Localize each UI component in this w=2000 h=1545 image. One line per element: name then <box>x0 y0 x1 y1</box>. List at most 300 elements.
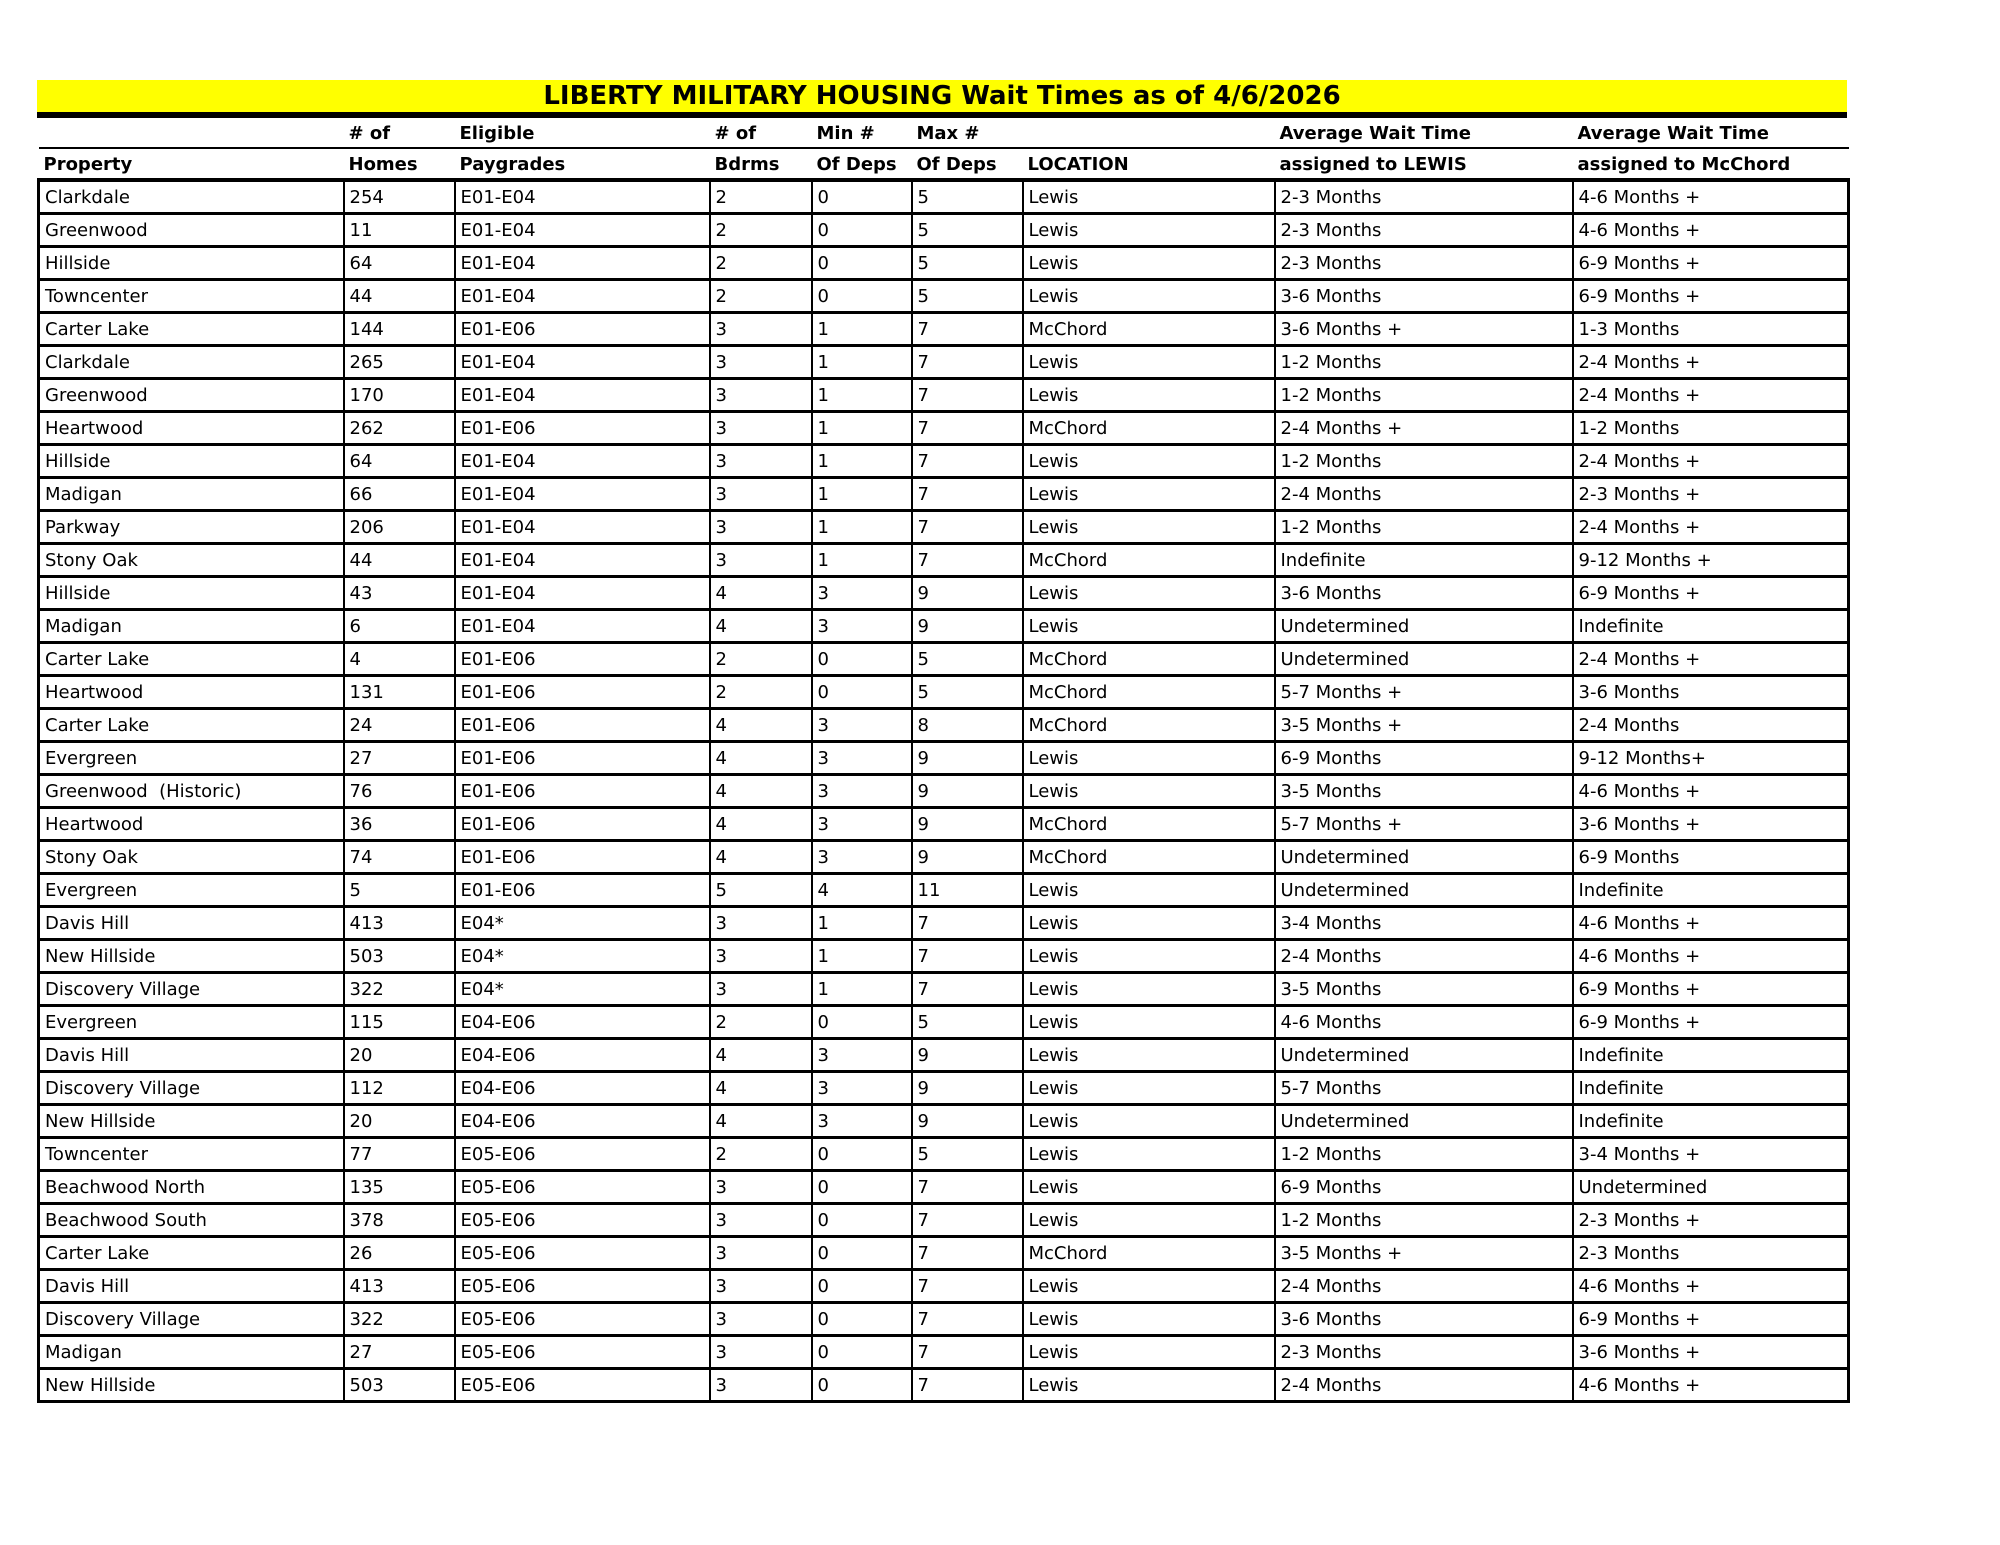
cell-wait-lewis: 1-2 Months <box>1275 346 1573 379</box>
cell-homes: 378 <box>344 1204 455 1237</box>
cell-min-deps: 3 <box>812 610 912 643</box>
cell-paygrades: E01-E04 <box>455 379 710 412</box>
cell-location: Lewis <box>1023 511 1275 544</box>
table-row <box>39 280 1849 313</box>
cell-location: Lewis <box>1023 1072 1275 1105</box>
cell-homes: 170 <box>344 379 455 412</box>
cell-wait-lewis: Undetermined <box>1275 874 1573 907</box>
table-row <box>39 313 1849 346</box>
header-property-top <box>39 118 344 148</box>
cell-max-deps: 5 <box>912 214 1023 247</box>
cell-bdrms: 2 <box>710 214 812 247</box>
cell-min-deps: 4 <box>812 874 912 907</box>
cell-min-deps: 0 <box>812 214 912 247</box>
cell-max-deps: 7 <box>912 1369 1023 1402</box>
cell-wait-mcchord: 4-6 Months + <box>1573 907 1849 940</box>
cell-paygrades: E05-E06 <box>455 1336 710 1369</box>
cell-wait-mcchord: 2-4 Months <box>1573 709 1849 742</box>
cell-wait-mcchord: 6-9 Months + <box>1573 247 1849 280</box>
cell-property: Heartwood <box>39 808 344 841</box>
cell-max-deps: 7 <box>912 346 1023 379</box>
table-row <box>39 676 1849 709</box>
cell-bdrms: 4 <box>710 808 812 841</box>
table-row <box>39 1237 1849 1270</box>
cell-max-deps: 7 <box>912 973 1023 1006</box>
table-row <box>39 379 1849 412</box>
cell-bdrms: 3 <box>710 1369 812 1402</box>
cell-location: Lewis <box>1023 1039 1275 1072</box>
header-max-deps: Of Deps <box>912 148 1023 180</box>
cell-location: McChord <box>1023 1237 1275 1270</box>
cell-wait-mcchord: 9-12 Months + <box>1573 544 1849 577</box>
table-row <box>39 1204 1849 1237</box>
cell-wait-mcchord: Indefinite <box>1573 1039 1849 1072</box>
cell-paygrades: E01-E04 <box>455 180 710 214</box>
cell-homes: 20 <box>344 1039 455 1072</box>
table-row <box>39 1138 1849 1171</box>
cell-paygrades: E05-E06 <box>455 1303 710 1336</box>
cell-paygrades: E01-E06 <box>455 874 710 907</box>
cell-min-deps: 1 <box>812 445 912 478</box>
cell-bdrms: 4 <box>710 577 812 610</box>
cell-property: Carter Lake <box>39 709 344 742</box>
cell-homes: 503 <box>344 1369 455 1402</box>
cell-min-deps: 0 <box>812 1336 912 1369</box>
cell-max-deps: 7 <box>912 1237 1023 1270</box>
cell-min-deps: 1 <box>812 346 912 379</box>
cell-max-deps: 7 <box>912 1336 1023 1369</box>
cell-wait-mcchord: 2-3 Months <box>1573 1237 1849 1270</box>
cell-wait-lewis: 2-3 Months <box>1275 1336 1573 1369</box>
cell-homes: 44 <box>344 280 455 313</box>
cell-homes: 36 <box>344 808 455 841</box>
table-row <box>39 709 1849 742</box>
cell-location: McChord <box>1023 841 1275 874</box>
cell-location: Lewis <box>1023 1006 1275 1039</box>
cell-wait-lewis: 3-4 Months <box>1275 907 1573 940</box>
cell-homes: 131 <box>344 676 455 709</box>
cell-max-deps: 5 <box>912 247 1023 280</box>
cell-property: Carter Lake <box>39 643 344 676</box>
table-row <box>39 907 1849 940</box>
cell-homes: 503 <box>344 940 455 973</box>
cell-location: McChord <box>1023 643 1275 676</box>
cell-paygrades: E04-E06 <box>455 1039 710 1072</box>
cell-wait-lewis: 3-5 Months <box>1275 775 1573 808</box>
cell-wait-mcchord: 3-6 Months + <box>1573 808 1849 841</box>
cell-bdrms: 4 <box>710 742 812 775</box>
cell-paygrades: E05-E06 <box>455 1369 710 1402</box>
cell-max-deps: 9 <box>912 577 1023 610</box>
cell-homes: 74 <box>344 841 455 874</box>
cell-max-deps: 5 <box>912 180 1023 214</box>
cell-homes: 20 <box>344 1105 455 1138</box>
cell-min-deps: 0 <box>812 180 912 214</box>
cell-paygrades: E04* <box>455 973 710 1006</box>
cell-paygrades: E01-E04 <box>455 511 710 544</box>
cell-max-deps: 5 <box>912 676 1023 709</box>
cell-paygrades: E05-E06 <box>455 1204 710 1237</box>
cell-location: McChord <box>1023 709 1275 742</box>
header-bdrms: Bdrms <box>710 148 812 180</box>
cell-max-deps: 7 <box>912 1303 1023 1336</box>
cell-paygrades: E01-E06 <box>455 412 710 445</box>
cell-bdrms: 3 <box>710 940 812 973</box>
cell-min-deps: 0 <box>812 247 912 280</box>
cell-property: Madigan <box>39 478 344 511</box>
cell-location: Lewis <box>1023 775 1275 808</box>
cell-location: Lewis <box>1023 346 1275 379</box>
cell-location: Lewis <box>1023 1204 1275 1237</box>
cell-min-deps: 3 <box>812 742 912 775</box>
cell-max-deps: 7 <box>912 478 1023 511</box>
cell-homes: 115 <box>344 1006 455 1039</box>
cell-property: Parkway <box>39 511 344 544</box>
table-row <box>39 511 1849 544</box>
cell-location: McChord <box>1023 676 1275 709</box>
cell-min-deps: 3 <box>812 709 912 742</box>
cell-wait-lewis: 3-5 Months + <box>1275 1237 1573 1270</box>
cell-wait-mcchord: 4-6 Months + <box>1573 1369 1849 1402</box>
document-title: LIBERTY MILITARY HOUSING Wait Times as of 4/6/2026 <box>543 81 1341 111</box>
table-row <box>39 1105 1849 1138</box>
cell-wait-lewis: 2-4 Months <box>1275 478 1573 511</box>
cell-property: Madigan <box>39 1336 344 1369</box>
cell-homes: 43 <box>344 577 455 610</box>
cell-wait-mcchord: 4-6 Months + <box>1573 180 1849 214</box>
cell-location: Lewis <box>1023 1369 1275 1402</box>
cell-wait-lewis: 6-9 Months <box>1275 1171 1573 1204</box>
cell-max-deps: 7 <box>912 544 1023 577</box>
cell-min-deps: 1 <box>812 940 912 973</box>
cell-bdrms: 3 <box>710 1336 812 1369</box>
cell-property: Davis Hill <box>39 1039 344 1072</box>
cell-location: Lewis <box>1023 907 1275 940</box>
cell-bdrms: 3 <box>710 1303 812 1336</box>
table-row <box>39 742 1849 775</box>
cell-min-deps: 0 <box>812 643 912 676</box>
document-sheet <box>37 80 1847 1403</box>
cell-min-deps: 1 <box>812 511 912 544</box>
cell-paygrades: E05-E06 <box>455 1138 710 1171</box>
cell-wait-mcchord: 6-9 Months <box>1573 841 1849 874</box>
header-max-deps-top: Max # <box>912 118 1023 148</box>
table-row <box>39 1006 1849 1039</box>
cell-min-deps: 0 <box>812 1204 912 1237</box>
cell-property: Hillside <box>39 445 344 478</box>
cell-property: Discovery Village <box>39 973 344 1006</box>
cell-paygrades: E01-E06 <box>455 841 710 874</box>
cell-homes: 64 <box>344 445 455 478</box>
cell-wait-lewis: 3-6 Months <box>1275 577 1573 610</box>
cell-location: McChord <box>1023 544 1275 577</box>
cell-bdrms: 2 <box>710 247 812 280</box>
cell-location: Lewis <box>1023 1336 1275 1369</box>
cell-property: Discovery Village <box>39 1072 344 1105</box>
table-row <box>39 940 1849 973</box>
cell-wait-mcchord: 6-9 Months + <box>1573 1006 1849 1039</box>
cell-wait-mcchord: 2-4 Months + <box>1573 643 1849 676</box>
cell-wait-mcchord: 2-4 Months + <box>1573 346 1849 379</box>
table-row <box>39 412 1849 445</box>
cell-property: New Hillside <box>39 1105 344 1138</box>
cell-wait-lewis: Indefinite <box>1275 544 1573 577</box>
header-location-top <box>1023 118 1275 148</box>
cell-homes: 413 <box>344 1270 455 1303</box>
cell-location: Lewis <box>1023 1303 1275 1336</box>
table-row <box>39 1072 1849 1105</box>
cell-bdrms: 3 <box>710 907 812 940</box>
cell-bdrms: 4 <box>710 841 812 874</box>
cell-location: Lewis <box>1023 214 1275 247</box>
cell-max-deps: 7 <box>912 1204 1023 1237</box>
cell-homes: 11 <box>344 214 455 247</box>
cell-min-deps: 1 <box>812 973 912 1006</box>
cell-wait-mcchord: Undetermined <box>1573 1171 1849 1204</box>
cell-max-deps: 7 <box>912 511 1023 544</box>
cell-wait-lewis: 2-3 Months <box>1275 247 1573 280</box>
cell-wait-mcchord: 3-4 Months + <box>1573 1138 1849 1171</box>
cell-paygrades: E01-E04 <box>455 544 710 577</box>
cell-max-deps: 5 <box>912 280 1023 313</box>
cell-wait-lewis: 2-4 Months <box>1275 940 1573 973</box>
header-row-bottom <box>39 148 1849 180</box>
cell-max-deps: 5 <box>912 643 1023 676</box>
cell-homes: 77 <box>344 1138 455 1171</box>
cell-wait-mcchord: 6-9 Months + <box>1573 577 1849 610</box>
table-row <box>39 874 1849 907</box>
cell-paygrades: E05-E06 <box>455 1270 710 1303</box>
cell-wait-mcchord: 4-6 Months + <box>1573 214 1849 247</box>
cell-wait-mcchord: 1-2 Months <box>1573 412 1849 445</box>
header-homes: Homes <box>344 148 455 180</box>
cell-paygrades: E01-E04 <box>455 247 710 280</box>
cell-property: Discovery Village <box>39 1303 344 1336</box>
cell-wait-lewis: 1-2 Months <box>1275 1204 1573 1237</box>
table-row <box>39 841 1849 874</box>
cell-location: Lewis <box>1023 742 1275 775</box>
cell-max-deps: 5 <box>912 1006 1023 1039</box>
cell-bdrms: 3 <box>710 478 812 511</box>
table-row <box>39 577 1849 610</box>
cell-bdrms: 3 <box>710 1270 812 1303</box>
cell-min-deps: 3 <box>812 808 912 841</box>
cell-location: Lewis <box>1023 478 1275 511</box>
cell-location: Lewis <box>1023 973 1275 1006</box>
header-wait-mcchord: assigned to McChord <box>1573 148 1849 180</box>
cell-wait-lewis: 2-4 Months + <box>1275 412 1573 445</box>
cell-min-deps: 0 <box>812 1237 912 1270</box>
cell-wait-lewis: 1-2 Months <box>1275 379 1573 412</box>
cell-max-deps: 9 <box>912 1039 1023 1072</box>
table-row <box>39 1303 1849 1336</box>
cell-paygrades: E01-E04 <box>455 478 710 511</box>
cell-wait-mcchord: 9-12 Months+ <box>1573 742 1849 775</box>
cell-location: Lewis <box>1023 379 1275 412</box>
header-min-deps-top: Min # <box>812 118 912 148</box>
cell-homes: 27 <box>344 1336 455 1369</box>
cell-paygrades: E01-E04 <box>455 610 710 643</box>
cell-bdrms: 3 <box>710 379 812 412</box>
header-min-deps: Of Deps <box>812 148 912 180</box>
cell-max-deps: 7 <box>912 379 1023 412</box>
cell-property: Clarkdale <box>39 346 344 379</box>
cell-max-deps: 9 <box>912 742 1023 775</box>
cell-property: Hillside <box>39 247 344 280</box>
cell-homes: 6 <box>344 610 455 643</box>
cell-wait-mcchord: Indefinite <box>1573 1105 1849 1138</box>
cell-max-deps: 9 <box>912 808 1023 841</box>
cell-bdrms: 3 <box>710 544 812 577</box>
cell-wait-lewis: Undetermined <box>1275 841 1573 874</box>
cell-wait-lewis: 3-6 Months <box>1275 1303 1573 1336</box>
cell-min-deps: 3 <box>812 577 912 610</box>
cell-location: Lewis <box>1023 1105 1275 1138</box>
cell-wait-mcchord: 4-6 Months + <box>1573 775 1849 808</box>
cell-bdrms: 3 <box>710 1171 812 1204</box>
cell-wait-mcchord: 2-4 Months + <box>1573 511 1849 544</box>
cell-property: New Hillside <box>39 1369 344 1402</box>
cell-property: Stony Oak <box>39 841 344 874</box>
cell-property: Hillside <box>39 577 344 610</box>
cell-wait-lewis: 6-9 Months <box>1275 742 1573 775</box>
cell-property: Evergreen <box>39 1006 344 1039</box>
cell-max-deps: 9 <box>912 610 1023 643</box>
cell-max-deps: 7 <box>912 412 1023 445</box>
cell-wait-mcchord: 4-6 Months + <box>1573 1270 1849 1303</box>
cell-max-deps: 11 <box>912 874 1023 907</box>
cell-bdrms: 5 <box>710 874 812 907</box>
cell-min-deps: 3 <box>812 775 912 808</box>
cell-wait-mcchord: 6-9 Months + <box>1573 973 1849 1006</box>
cell-max-deps: 9 <box>912 1105 1023 1138</box>
header-wait-mcchord-top: Average Wait Time <box>1573 118 1849 148</box>
cell-wait-lewis: Undetermined <box>1275 1105 1573 1138</box>
cell-min-deps: 0 <box>812 280 912 313</box>
cell-max-deps: 9 <box>912 1072 1023 1105</box>
cell-min-deps: 3 <box>812 841 912 874</box>
table-row <box>39 247 1849 280</box>
header-bdrms-top: # of <box>710 118 812 148</box>
table-row <box>39 643 1849 676</box>
cell-wait-lewis: 4-6 Months <box>1275 1006 1573 1039</box>
cell-property: Clarkdale <box>39 180 344 214</box>
cell-min-deps: 0 <box>812 1006 912 1039</box>
cell-location: McChord <box>1023 313 1275 346</box>
cell-bdrms: 3 <box>710 412 812 445</box>
cell-homes: 76 <box>344 775 455 808</box>
cell-wait-lewis: 1-2 Months <box>1275 445 1573 478</box>
cell-min-deps: 3 <box>812 1105 912 1138</box>
table-row <box>39 808 1849 841</box>
cell-max-deps: 7 <box>912 313 1023 346</box>
cell-paygrades: E05-E06 <box>455 1237 710 1270</box>
cell-homes: 27 <box>344 742 455 775</box>
cell-location: Lewis <box>1023 940 1275 973</box>
cell-property: Davis Hill <box>39 907 344 940</box>
cell-property: Towncenter <box>39 280 344 313</box>
cell-homes: 66 <box>344 478 455 511</box>
cell-bdrms: 3 <box>710 1237 812 1270</box>
cell-paygrades: E01-E04 <box>455 214 710 247</box>
cell-wait-lewis: 3-6 Months <box>1275 280 1573 313</box>
cell-max-deps: 8 <box>912 709 1023 742</box>
table-row <box>39 973 1849 1006</box>
cell-location: Lewis <box>1023 445 1275 478</box>
cell-wait-lewis: Undetermined <box>1275 643 1573 676</box>
header-wait-lewis-top: Average Wait Time <box>1275 118 1573 148</box>
cell-min-deps: 0 <box>812 1369 912 1402</box>
cell-min-deps: 0 <box>812 1171 912 1204</box>
table-row <box>39 1336 1849 1369</box>
cell-homes: 322 <box>344 973 455 1006</box>
cell-location: Lewis <box>1023 1171 1275 1204</box>
cell-wait-mcchord: 6-9 Months + <box>1573 1303 1849 1336</box>
header-paygrades: Paygrades <box>455 148 710 180</box>
cell-paygrades: E01-E06 <box>455 775 710 808</box>
cell-wait-lewis: 5-7 Months + <box>1275 808 1573 841</box>
cell-wait-mcchord: 4-6 Months + <box>1573 940 1849 973</box>
cell-homes: 413 <box>344 907 455 940</box>
cell-homes: 206 <box>344 511 455 544</box>
cell-location: McChord <box>1023 808 1275 841</box>
cell-wait-lewis: 2-4 Months <box>1275 1270 1573 1303</box>
cell-min-deps: 0 <box>812 676 912 709</box>
cell-bdrms: 2 <box>710 643 812 676</box>
cell-location: Lewis <box>1023 577 1275 610</box>
cell-homes: 24 <box>344 709 455 742</box>
cell-wait-mcchord: 3-6 Months <box>1573 676 1849 709</box>
cell-paygrades: E04-E06 <box>455 1072 710 1105</box>
cell-min-deps: 3 <box>812 1072 912 1105</box>
cell-min-deps: 1 <box>812 313 912 346</box>
cell-wait-mcchord: 3-6 Months + <box>1573 1336 1849 1369</box>
cell-bdrms: 2 <box>710 676 812 709</box>
cell-paygrades: E01-E04 <box>455 280 710 313</box>
table-row <box>39 775 1849 808</box>
cell-min-deps: 0 <box>812 1270 912 1303</box>
cell-property: Carter Lake <box>39 313 344 346</box>
cell-homes: 254 <box>344 180 455 214</box>
cell-property: Carter Lake <box>39 1237 344 1270</box>
cell-max-deps: 7 <box>912 907 1023 940</box>
cell-bdrms: 3 <box>710 511 812 544</box>
cell-min-deps: 1 <box>812 544 912 577</box>
cell-bdrms: 2 <box>710 1138 812 1171</box>
cell-paygrades: E01-E06 <box>455 676 710 709</box>
table-row <box>39 180 1849 214</box>
cell-homes: 4 <box>344 643 455 676</box>
cell-property: Beachwood South <box>39 1204 344 1237</box>
cell-wait-mcchord: 1-3 Months <box>1573 313 1849 346</box>
cell-homes: 265 <box>344 346 455 379</box>
cell-wait-lewis: 3-6 Months + <box>1275 313 1573 346</box>
header-paygrades-top: Eligible <box>455 118 710 148</box>
cell-property: New Hillside <box>39 940 344 973</box>
cell-property: Madigan <box>39 610 344 643</box>
cell-min-deps: 1 <box>812 478 912 511</box>
cell-min-deps: 1 <box>812 412 912 445</box>
cell-max-deps: 7 <box>912 1270 1023 1303</box>
table-body <box>39 180 1849 1402</box>
table-row <box>39 1270 1849 1303</box>
cell-location: McChord <box>1023 412 1275 445</box>
cell-property: Heartwood <box>39 412 344 445</box>
cell-wait-lewis: 2-3 Months <box>1275 214 1573 247</box>
cell-wait-lewis: 3-5 Months + <box>1275 709 1573 742</box>
cell-bdrms: 3 <box>710 973 812 1006</box>
header-homes-top: # of <box>344 118 455 148</box>
